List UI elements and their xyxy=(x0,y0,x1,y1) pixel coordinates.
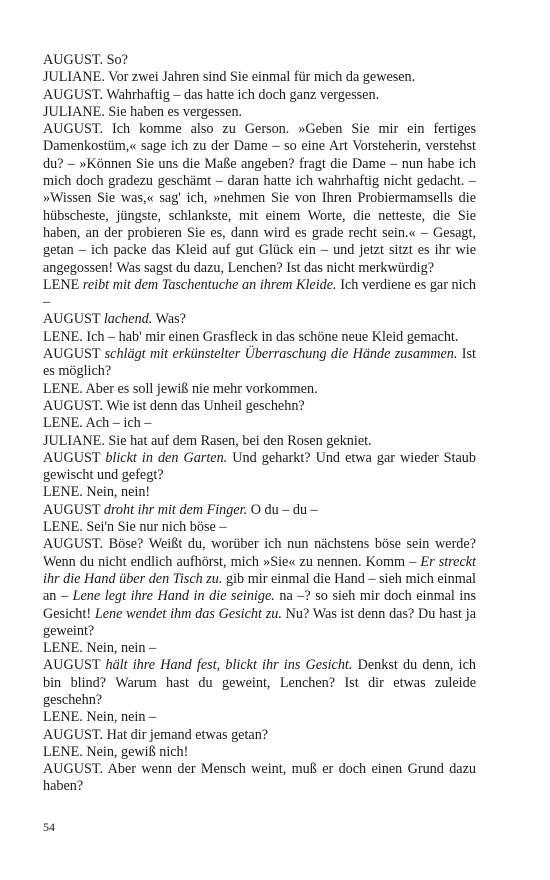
stage-direction: reibt mit dem Taschentuche an ihrem Kleide. xyxy=(82,276,337,293)
dialogue-text: LENE. Nein, nein – xyxy=(43,709,157,726)
stage-direction: droht ihr mit dem Finger. xyxy=(103,501,248,518)
dialogue-text: Ist es möglich? xyxy=(43,346,476,380)
dialogue-text: LENE. Nein, nein! xyxy=(43,484,151,501)
dialogue-text: AUGUST. Aber wenn der Mensch weint, muß er doch einen Grund dazu haben? xyxy=(43,761,476,795)
text-paragraph xyxy=(43,744,476,761)
stage-direction: Er streckt ihr die Hand über den Tisch zu. xyxy=(43,553,476,587)
dialogue-text: na –? so sieh mir doch einmal ins Gesicht! xyxy=(43,588,476,622)
text-paragraph xyxy=(43,381,476,398)
text-paragraph xyxy=(43,311,476,328)
dialogue-text: LENE. Ich – hab' mir einen Grasfleck in das schöne neue Kleid gemacht. xyxy=(43,328,459,345)
text-paragraph xyxy=(43,277,476,312)
text-paragraph xyxy=(43,450,476,485)
text-paragraph xyxy=(43,502,476,519)
text-paragraph xyxy=(43,657,476,709)
text-paragraph xyxy=(43,433,476,450)
dialogue-text: AUGUST. So? xyxy=(43,52,128,68)
dialogue-text: gib mir einmal die Hand – sieh mich einmal an – xyxy=(43,570,476,605)
stage-direction: schlägt mit erkünstelter Überraschung die Hände zusammen. xyxy=(104,346,458,363)
dialogue-text: LENE. Nein, gewiß nich! xyxy=(43,743,189,760)
text-paragraph xyxy=(43,484,476,501)
text-paragraph xyxy=(43,87,476,104)
text-paragraph xyxy=(43,69,476,86)
stage-direction: Lene legt ihre Hand in die seinige. xyxy=(72,588,275,605)
text-paragraph xyxy=(43,519,476,536)
text-paragraph xyxy=(43,398,476,415)
dialogue-text: Und geharkt? Und etwa gar wieder Staub gewischt und gefegt? xyxy=(43,449,476,484)
text-paragraph xyxy=(43,52,476,69)
text-paragraph xyxy=(43,709,476,726)
dialogue-text: JULIANE. Vor zwei Jahren sind Sie einmal für mich da gewesen. xyxy=(43,69,416,86)
dialogue-text: AUGUST. Wahrhaftig – das hatte ich doch ganz vergessen. xyxy=(43,86,380,103)
text-paragraph xyxy=(43,121,476,277)
stage-direction: Lene wendet ihm das Gesicht zu. xyxy=(94,605,282,622)
stage-direction: hält ihre Hand fest, blickt ihr ins Gesicht. xyxy=(105,657,353,674)
dialogue-text: LENE. Nein, nein – xyxy=(43,640,157,657)
dialogue-text: JULIANE. Sie hat auf dem Rasen, bei den Rosen gekniet. xyxy=(43,432,372,449)
dialogue-text: AUGUST. Hat dir jemand etwas getan? xyxy=(43,726,269,743)
text-paragraph xyxy=(43,415,476,432)
text-paragraph xyxy=(43,536,476,640)
stage-direction: lachend. xyxy=(103,311,153,328)
dialogue-text: LENE xyxy=(43,276,83,293)
page-number: 54 xyxy=(43,820,55,834)
dialogue-text: Denkst du denn, ich bin blind? Warum hast du geweint, Lenchen? Ist dir etwas zuleide geschehn? xyxy=(43,657,476,708)
text-paragraph xyxy=(43,761,476,796)
dialogue-text: JULIANE. Sie haben es vergessen. xyxy=(43,103,243,120)
dialogue-text: AUGUST xyxy=(43,346,105,363)
text-paragraph xyxy=(43,346,476,381)
page-text xyxy=(43,52,476,796)
dialogue-text: Was? xyxy=(152,311,186,328)
dialogue-text: AUGUST. Wie ist denn das Unheil geschehn? xyxy=(43,397,305,414)
dialogue-text: Ich verdiene es gar nich – xyxy=(43,276,476,311)
dialogue-text: O du – du – xyxy=(247,501,318,518)
stage-direction: blickt in den Garten. xyxy=(105,449,228,466)
dialogue-text: AUGUST xyxy=(43,311,104,328)
dialogue-text: LENE. Aber es soll jewiß nie mehr vorkommen. xyxy=(43,380,318,397)
dialogue-text: LENE. Sei'n Sie nur nich böse – xyxy=(43,519,227,536)
text-paragraph xyxy=(43,640,476,657)
dialogue-text: LENE. Ach – ich – xyxy=(43,415,152,432)
dialogue-text: AUGUST xyxy=(43,449,106,466)
text-paragraph xyxy=(43,727,476,744)
dialogue-text: AUGUST. Böse? Weißt du, worüber ich nun nächstens böse sein werde? Wenn du nicht endlich aufhörst, mich »Sie« zu nennen. Komm – xyxy=(43,536,476,570)
dialogue-text: Nu? Was ist denn das? Du hast ja geweint? xyxy=(43,605,476,639)
dialogue-text: AUGUST. Ich komme also zu Gerson. »Geben Sie mir ein fertiges Damenkostüm,« sage ich zu der Dame – so eine Art Vorsteherin, verstehst du? – »Können Sie uns die Maße angeben? fragt die Dame – nun habe ich mich doch gradezu geschämt – daran hatte ich wahrhaftig nicht gedacht. – »Wissen Sie was,« sag' ich, »nehmen Sie von Ihren Probiermamsells die hübscheste, jüngste, schlankste, mit einem Worte, die netteste, die Sie haben, an der probieren Sie es, dann wird es grade recht sein.« – Gesagt, getan – ich packe das Kleid auf gut Glück ein – und jetzt sitzt es ihr wie angegossen! Was sagst du dazu, Lenchen? Ist das nicht merkwürdig? xyxy=(43,121,476,276)
text-paragraph xyxy=(43,104,476,121)
dialogue-text: AUGUST xyxy=(43,657,106,674)
text-paragraph xyxy=(43,329,476,346)
dialogue-text: AUGUST xyxy=(43,501,104,518)
